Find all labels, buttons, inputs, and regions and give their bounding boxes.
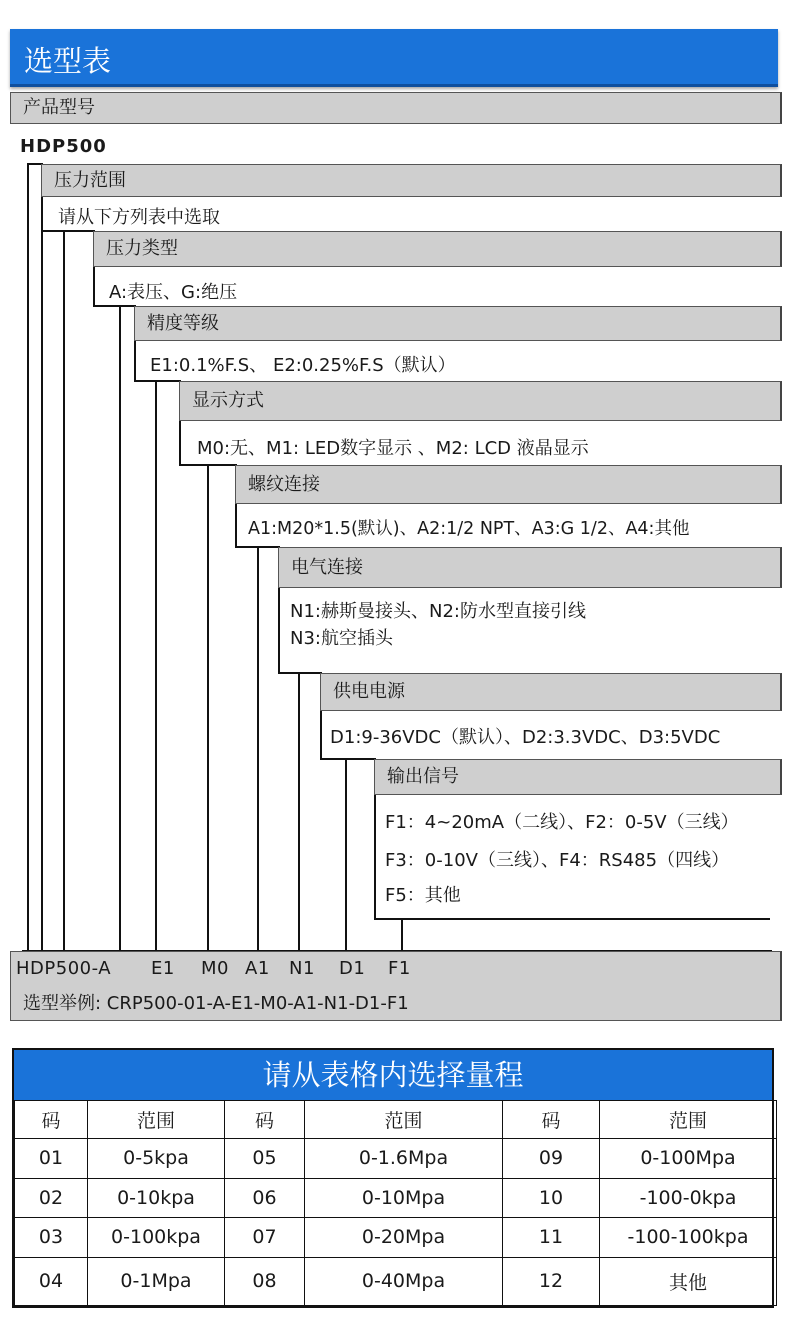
table-cell: 0-100Mpa [600,1139,777,1179]
table-cell: 05 [225,1139,305,1179]
code-output: F1 [388,958,411,979]
code-accuracy: E1 [151,958,175,979]
section-desc: N1:赫斯曼接头、N2:防水型直接引线 [290,601,586,622]
base-model: HDP500 [20,136,107,157]
table-cell: -100-100kpa [600,1218,777,1258]
range-table [12,1048,774,1308]
section-bar-electrical [278,547,782,588]
table-row [15,1257,777,1305]
section-name: 螺纹连接 [248,473,320,495]
table-cell: 07 [225,1218,305,1258]
code-power: D1 [339,958,366,979]
table-cell: 0-20Mpa [305,1218,503,1258]
section-bar-display [179,381,782,421]
range-grid [14,1100,777,1306]
header-cell: 范围 [88,1101,225,1139]
table-row [15,1218,777,1258]
table-cell: -100-0kpa [600,1178,777,1218]
product-model-label: 产品型号 [23,97,95,118]
section-name: 电气连接 [291,556,363,578]
table-cell: 0-40Mpa [305,1257,503,1305]
code-electrical: N1 [289,958,315,979]
section-name: 压力范围 [54,169,126,191]
section-desc: F1：4~20mA（二线）、F2：0-5V（三线） [385,812,739,833]
section-name: 压力类型 [106,238,178,259]
table-cell: 0-10kpa [88,1178,225,1218]
table-cell: 03 [15,1218,88,1258]
section-bar-pressure-type [93,231,782,267]
table-cell: 10 [503,1178,600,1218]
product-model-bar [10,92,782,124]
header-cell: 码 [15,1101,88,1139]
section-name: 输出信号 [387,766,459,787]
table-cell: 其他 [600,1257,777,1305]
section-name: 供电电源 [333,681,405,702]
table-cell: 0-5kpa [88,1139,225,1179]
table-cell: 08 [225,1257,305,1305]
table-cell: 06 [225,1178,305,1218]
table-row [15,1178,777,1218]
table-cell: 0-100kpa [88,1218,225,1258]
section-bar-thread [235,465,782,504]
code-thread: A1 [245,958,270,979]
table-cell: 0-1.6Mpa [305,1139,503,1179]
section-desc: E1:0.1%F.S、 E2:0.25%F.S（默认） [150,355,456,376]
page-title: 选型表 [24,44,112,78]
section-desc: A:表压、G:绝压 [109,282,238,303]
section-desc: F5：其他 [385,885,461,906]
header-cell: 范围 [600,1101,777,1139]
section-desc: D1:9-36VDC（默认）、D2:3.3VDC、D3:5VDC [330,727,721,748]
section-desc: A1:M20*1.5(默认)、A2:1/2 NPT、A3:G 1/2、A4:其他 [248,519,690,539]
section-desc: F3：0-10V（三线）、F4：RS485（四线） [385,850,730,871]
table-cell: 0-1Mpa [88,1257,225,1305]
section-desc: 请从下方列表中选取 [58,207,220,228]
selection-example: 选型举例: CRP500-01-A-E1-M0-A1-N1-D1-F1 [23,993,409,1014]
table-cell: 02 [15,1178,88,1218]
header-cell: 范围 [305,1101,503,1139]
code-display: M0 [201,958,229,979]
section-bar-accuracy [134,306,782,341]
range-table-title: 请从表格内选择量程 [14,1050,772,1100]
section-bar-power [320,673,782,711]
section-name: 精度等级 [147,312,219,334]
section-name: 显示方式 [192,390,264,411]
table-cell: 04 [15,1257,88,1305]
table-cell: 0-10Mpa [305,1178,503,1218]
table-cell: 11 [503,1218,600,1258]
table-row [15,1139,777,1179]
section-desc: M0:无、M1: LED数字显示 、M2: LCD 液晶显示 [197,438,589,459]
table-cell: 01 [15,1139,88,1179]
section-bar-output [374,759,782,795]
table-cell: 12 [503,1257,600,1305]
model-code-bar [10,951,782,1021]
title-banner [10,29,778,87]
header-cell: 码 [503,1101,600,1139]
model-code-row [11,958,780,982]
code-base: HDP500-A [16,958,112,979]
section-desc: N3:航空插头 [290,628,393,649]
header-cell: 码 [225,1101,305,1139]
table-cell: 09 [503,1139,600,1179]
section-bar-pressure-range [41,164,782,197]
table-header-row [15,1101,777,1139]
